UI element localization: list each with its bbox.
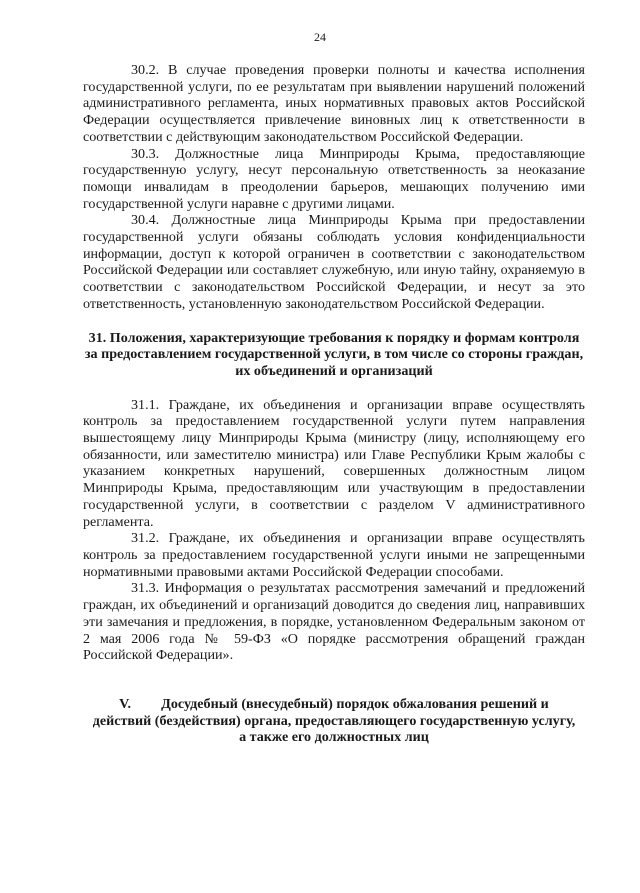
section-v-title: Досудебный (внесудебный) порядок обжалования решений и действий (бездействия) органа, предоставляющего государственную услугу, а также его должностных лиц: [92, 695, 576, 746]
paragraph-30-3: 30.3. Должностные лица Минприроды Крыма, предоставляющие государственную услугу, несут персональную ответственность за неоказание помощи инвалидам в преодолении барьеров, мешающих получению ими государственной услуги наравне с другими лицами.: [83, 145, 585, 212]
page-content: [83, 62, 585, 746]
section-v-heading: [83, 696, 585, 746]
paragraph-31-1: 31.1. Граждане, их объединения и организации вправе осуществлять контроль за предоставлением государственной услуги путем направления вышестоящему лицу Минприроды Крыма (министру (лицу, исполняющему его обязанности, или заместителю министра) или Главе Республики Крым жалобы с указанием конкретных нарушений, совершенных должностным лицом Минприроды Крыма, предоставляющим или участвующим в предоставлении государственной услуги, в соответствии с разделом V административного регламента.: [83, 396, 585, 530]
paragraph-30-2: 30.2. В случае проведения проверки полноты и качества исполнения государственной услуги, по ее результатам при выявлении нарушений положений административного регламента, иных нормативных правовых актов Российской Федерации осуществляется привлечение виновных лиц к ответственности в соответствии с действующим законодательством Российской Федерации.: [83, 62, 585, 145]
section-31-heading: 31. Положения, характеризующие требования к порядку и формам контроля за предоставлением государственной услуги, в том числе со стороны граждан, их объединений и организаций: [84, 329, 584, 379]
page-number: 24: [314, 30, 326, 44]
paragraph-31-3: 31.3. Информация о результатах рассмотрения замечаний и предложений граждан, их объединений и организаций доводится до сведения лиц, направивших эти замечания и предложения, в порядке, установленном Федеральным законом от 2 мая 2006 года № 59-ФЗ «О порядке рассмотрения обращений граждан Российской Федерации».: [83, 580, 585, 664]
paragraph-31-2: 31.2. Граждане, их объединения и организации вправе осуществлять контроль за предоставлением государственной услуги иными не запрещенными нормативными правовыми актами Российской Федерации способами.: [83, 530, 585, 580]
paragraph-30-4: 30.4. Должностные лица Минприроды Крыма при предоставлении государственной услуги обязаны соблюдать условия конфиденциальности информации, доступ к которой ограничен в соответствии с законодательством Российской Федерации или составляет служебную, или иную тайну, охраняемую в соответствии с законодательством Российской Федерации, и несут за это ответственность, установленную законодательством Российской Федерации.: [83, 212, 585, 312]
section-v-number: V.: [119, 695, 132, 712]
